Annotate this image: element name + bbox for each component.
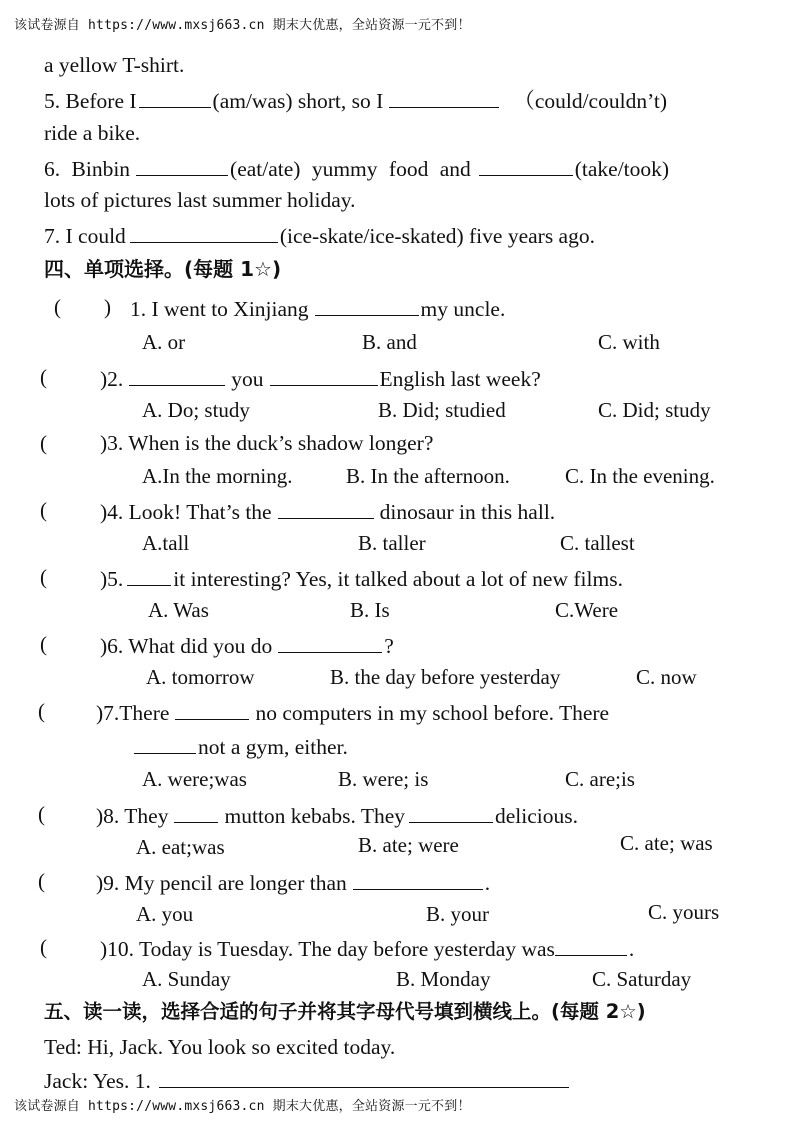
q1-option-c[interactable]: C. with <box>598 330 660 354</box>
answer-bracket-close: ) <box>96 871 104 895</box>
q7-option-b[interactable]: B. were; is <box>338 767 429 791</box>
fill-question-6 <box>44 157 669 181</box>
q5-text-c: （could/couldn’t) <box>513 89 667 113</box>
q8-stem-mid: mutton kebabs. They <box>224 804 406 828</box>
q7-option-c[interactable]: C. are;is <box>565 767 635 791</box>
q3-option-a[interactable]: A.In the morning. <box>142 464 293 488</box>
q5-option-c[interactable]: C.Were <box>555 598 619 622</box>
q8-option-b[interactable]: B. ate; were <box>358 833 459 857</box>
q6-text-c: (take/took) <box>574 157 670 181</box>
answer-blank[interactable] <box>315 297 419 316</box>
q1-stem: 1. I went to Xinjiang <box>130 297 309 321</box>
dialogue-line-jack <box>44 1069 571 1093</box>
mc-question-6 <box>100 634 394 658</box>
answer-bracket-open: ( <box>40 365 47 389</box>
q5-stem-end: it interesting? Yes, it talked about a lot of new films. <box>173 567 623 591</box>
mc-question-4 <box>100 500 555 524</box>
mc-question-3 <box>100 433 433 455</box>
q6-text-b: (eat/ate) yummy food and <box>230 157 471 181</box>
answer-blank[interactable] <box>174 804 218 823</box>
answer-bracket-close: ) <box>104 295 111 319</box>
q3-option-c[interactable]: C. In the evening. <box>565 464 715 488</box>
answer-blank[interactable] <box>278 634 382 653</box>
mc-question-5 <box>100 567 623 591</box>
answer-bracket-open: ( <box>40 431 47 455</box>
q6-stem-end: ? <box>384 634 394 658</box>
q8-stem-end: delicious. <box>495 804 579 828</box>
q5-stem: 5. <box>107 567 124 591</box>
answer-blank[interactable] <box>129 367 225 386</box>
answer-blank[interactable] <box>134 735 196 754</box>
answer-bracket-close: ) <box>96 701 104 725</box>
answer-bracket-open: ( <box>38 802 45 826</box>
answer-blank[interactable] <box>270 367 378 386</box>
q7-stem: 7.There <box>103 701 170 725</box>
q5-text-a: 5. Before I <box>44 89 137 113</box>
q10-option-c[interactable]: C. Saturday <box>592 967 692 991</box>
answer-blank[interactable] <box>353 871 483 890</box>
q6-option-c[interactable]: C. now <box>636 665 697 689</box>
answer-bracket-close: ) <box>100 567 108 591</box>
answer-bracket-close: ) <box>100 431 108 455</box>
mc-question-9 <box>96 871 490 895</box>
mc-question-1 <box>130 297 505 321</box>
q6-option-b[interactable]: B. the day before yesterday <box>330 665 561 689</box>
q5-text-b: (am/was) short, so I <box>212 89 384 113</box>
mc-question-10 <box>100 937 634 961</box>
q4-option-c[interactable]: C. tallest <box>560 531 635 555</box>
section-5-title: 五、读一读，选择合适的句子并将其字母代号填到横线上。(每题 2☆) <box>44 1000 646 1023</box>
page-header-banner: 该试卷源自 https://www.mxsj663.cn 期末大优惠，全站资源一元不到！ <box>14 18 471 33</box>
q4-stem-end: dinosaur in this hall. <box>379 500 556 524</box>
q5-continuation: ride a bike. <box>44 121 141 145</box>
q9-option-c[interactable]: C. yours <box>648 900 720 924</box>
q2-option-a[interactable]: A. Do; study <box>142 398 250 422</box>
q1-option-a[interactable]: A. or <box>142 330 186 354</box>
mc-question-2 <box>100 367 541 391</box>
answer-bracket-open: ( <box>38 869 45 893</box>
q6-option-a[interactable]: A. tomorrow <box>146 665 255 689</box>
page-footer-banner: 该试卷源自 https://www.mxsj663.cn 期末大优惠，全站资源一元不到！ <box>14 1099 471 1114</box>
q2-option-b[interactable]: B. Did; studied <box>378 398 506 422</box>
q8-option-c[interactable]: C. ate; was <box>620 831 713 855</box>
q4-option-a[interactable]: A.tall <box>142 531 190 555</box>
q1-option-b[interactable]: B. and <box>362 330 417 354</box>
answer-blank[interactable] <box>278 500 374 519</box>
q7-stem-end: no computers in my school before. There <box>255 701 610 725</box>
answer-bracket-open: ( <box>40 632 47 656</box>
answer-bracket-open: ( <box>40 498 47 522</box>
q4-continuation: a yellow T-shirt. <box>44 53 185 77</box>
q9-option-a[interactable]: A. you <box>136 902 194 926</box>
answer-blank[interactable] <box>555 937 627 956</box>
answer-bracket-close: ) <box>100 500 108 524</box>
q10-stem-end: . <box>628 937 635 961</box>
mc-question-8 <box>96 804 578 828</box>
answer-blank[interactable] <box>409 804 493 823</box>
answer-bracket-close: ) <box>100 367 108 391</box>
q8-stem: 8. They <box>103 804 169 828</box>
q7-text-b: (ice-skate/ice-skated) five years ago. <box>279 224 595 248</box>
q6-continuation: lots of pictures last summer holiday. <box>44 188 356 212</box>
answer-blank[interactable] <box>130 224 278 243</box>
answer-blank[interactable] <box>175 701 249 720</box>
q5-option-a[interactable]: A. Was <box>148 598 209 622</box>
q9-stem-end: . <box>484 871 491 895</box>
q7-stem-cont: not a gym, either. <box>198 735 348 759</box>
q4-stem: 4. Look! That’s the <box>107 500 272 524</box>
answer-blank[interactable] <box>136 157 228 176</box>
fill-question-7 <box>44 224 595 248</box>
q1-stem-end: my uncle. <box>420 297 506 321</box>
answer-bracket-close: ) <box>100 937 108 961</box>
q3-stem: 3. When is the duck’s shadow longer? <box>107 431 434 455</box>
answer-blank[interactable] <box>127 567 171 586</box>
q8-option-a[interactable]: A. eat;was <box>136 835 225 859</box>
mc-question-7 <box>96 701 609 725</box>
section-4-title: 四、单项选择。(每题 1☆) <box>44 257 282 281</box>
answer-bracket-open: ( <box>40 935 47 959</box>
jack-text: Jack: Yes. 1. <box>44 1069 151 1093</box>
q5-option-b[interactable]: B. Is <box>350 598 390 622</box>
q4-option-b[interactable]: B. taller <box>358 531 426 555</box>
q2-stem-end: English last week? <box>379 367 541 391</box>
answer-bracket-close: ) <box>100 634 108 658</box>
q6-text-a: 6. Binbin <box>44 157 131 181</box>
q7-option-a[interactable]: A. were;was <box>142 767 247 791</box>
q9-stem: 9. My pencil are longer than <box>103 871 347 895</box>
answer-bracket-open: ( <box>54 295 61 319</box>
answer-blank[interactable] <box>139 89 211 108</box>
q10-stem: 10. Today is Tuesday. The day before yesterday was <box>107 937 555 961</box>
answer-bracket-open: ( <box>40 565 47 589</box>
answer-bracket-open: ( <box>38 699 45 723</box>
q6-stem: 6. What did you do <box>107 634 273 658</box>
mc-question-7-continued <box>134 735 348 759</box>
q9-option-b[interactable]: B. your <box>426 902 489 926</box>
fill-question-5 <box>44 89 667 113</box>
answer-blank[interactable] <box>159 1069 569 1088</box>
answer-blank[interactable] <box>389 89 499 108</box>
q2-stem-mid: you <box>231 367 264 391</box>
answer-bracket-close: ) <box>96 804 104 828</box>
q2-option-c[interactable]: C. Did; study <box>598 398 711 422</box>
q7-text-a: 7. I could <box>44 224 126 248</box>
answer-blank[interactable] <box>479 157 573 176</box>
q3-option-b[interactable]: B. In the afternoon. <box>346 464 510 488</box>
q10-option-b[interactable]: B. Monday <box>396 967 491 991</box>
q2-stem: 2. <box>107 367 124 391</box>
dialogue-line-ted: Ted: Hi, Jack. You look so excited today. <box>44 1035 396 1059</box>
q10-option-a[interactable]: A. Sunday <box>142 967 231 991</box>
